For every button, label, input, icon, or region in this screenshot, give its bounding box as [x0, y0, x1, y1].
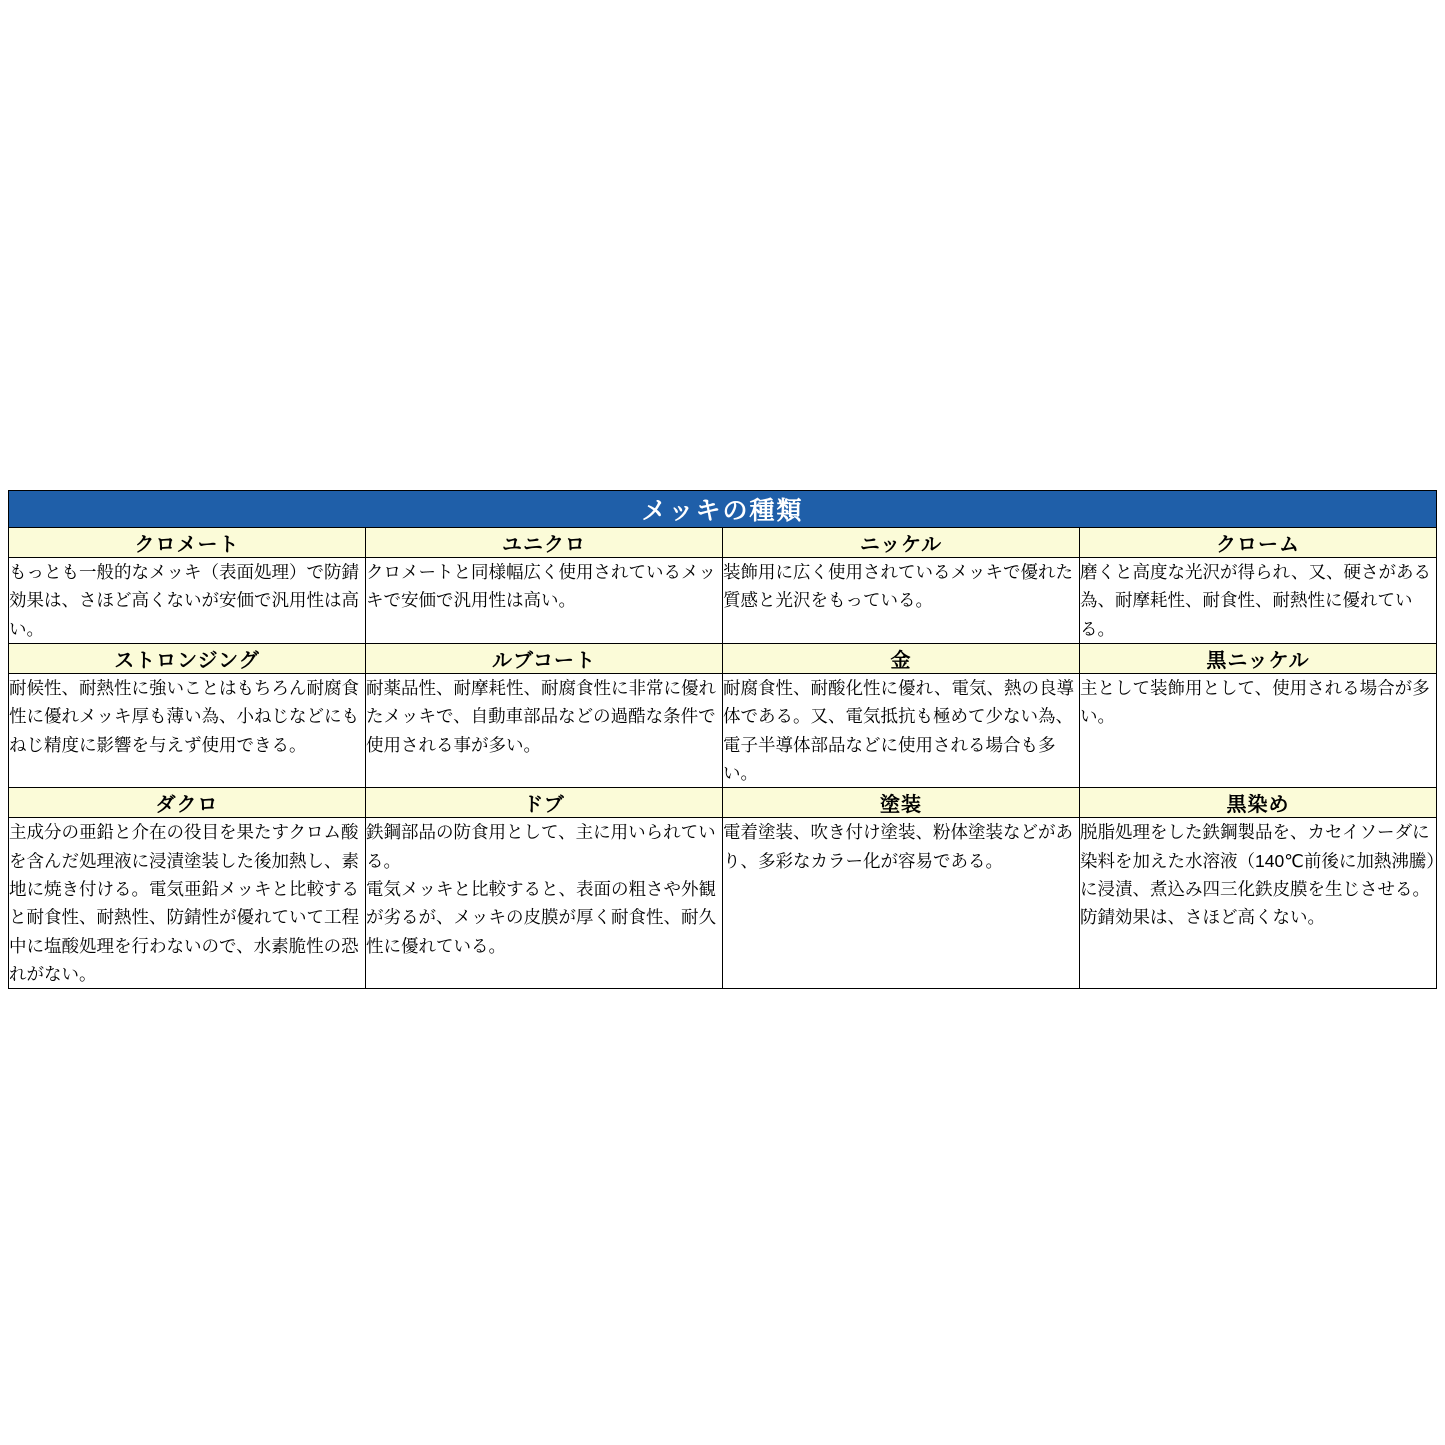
table-cell: 耐候性、耐熱性に強いことはもちろん耐腐食性に優れメッキ厚も薄い為、小ねじなどにもねじ精度に影響を与えず使用できる。 [9, 674, 366, 788]
column-header: ニッケル [723, 528, 1080, 558]
table-cell: 磨くと高度な光沢が得られ、又、硬さがある為、耐摩耗性、耐食性、耐熱性に優れている。 [1080, 558, 1437, 644]
table-row [9, 558, 1437, 644]
plating-types-table [8, 490, 1437, 989]
column-header: 塗装 [723, 788, 1080, 818]
column-header: クローム [1080, 528, 1437, 558]
column-header: クロメート [9, 528, 366, 558]
table-cell: クロメートと同様幅広く使用されているメッキで安価で汎用性は高い。 [366, 558, 723, 644]
table-cell: 耐薬品性、耐摩耗性、耐腐食性に非常に優れたメッキで、自動車部品などの過酷な条件で使用される事が多い。 [366, 674, 723, 788]
table-row [9, 674, 1437, 788]
table-row [9, 818, 1437, 989]
column-header: 黒ニッケル [1080, 644, 1437, 674]
column-header: ユニクロ [366, 528, 723, 558]
column-header: 金 [723, 644, 1080, 674]
table-cell: 耐腐食性、耐酸化性に優れ、電気、熱の良導体である。又、電気抵抗も極めて少ない為、電子半導体部品などに使用される場合も多い。 [723, 674, 1080, 788]
plating-types-table-wrapper [8, 490, 1436, 989]
table-title-row [9, 491, 1437, 528]
table-cell: 主成分の亜鉛と介在の役目を果たすクロム酸を含んだ処理液に浸漬塗装した後加熱し、素地に焼き付ける。電気亜鉛メッキと比較すると耐食性、耐熱性、防錆性が優れていて工程中に塩酸処理を行わないので、水素脆性の恐れがない。 [9, 818, 366, 989]
table-cell: もっとも一般的なメッキ（表面処理）で防錆効果は、さほど高くないが安価で汎用性は高い。 [9, 558, 366, 644]
column-header: 黒染め [1080, 788, 1437, 818]
table-header-row-3 [9, 788, 1437, 818]
table-cell: 装飾用に広く使用されているメッキで優れた質感と光沢をもっている。 [723, 558, 1080, 644]
table-cell: 主として装飾用として、使用される場合が多い。 [1080, 674, 1437, 788]
table-cell: 鉄鋼部品の防食用として、主に用いられている。 電気メッキと比較すると、表面の粗さや外観が劣るが、メッキの皮膜が厚く耐食性、耐久性に優れている。 [366, 818, 723, 989]
table-cell: 電着塗装、吹き付け塗装、粉体塗装などがあり、多彩なカラー化が容易である。 [723, 818, 1080, 989]
column-header: ドブ [366, 788, 723, 818]
table-cell: 脱脂処理をした鉄鋼製品を、カセイソーダに染料を加えた水溶液（140℃前後に加熱沸騰）に浸漬、煮込み四三化鉄皮膜を生じさせる。防錆効果は、さほど高くない。 [1080, 818, 1437, 989]
column-header: ストロンジング [9, 644, 366, 674]
column-header: ダクロ [9, 788, 366, 818]
table-title: メッキの種類 [9, 491, 1437, 528]
table-header-row-2 [9, 644, 1437, 674]
table-header-row-1 [9, 528, 1437, 558]
column-header: ルブコート [366, 644, 723, 674]
